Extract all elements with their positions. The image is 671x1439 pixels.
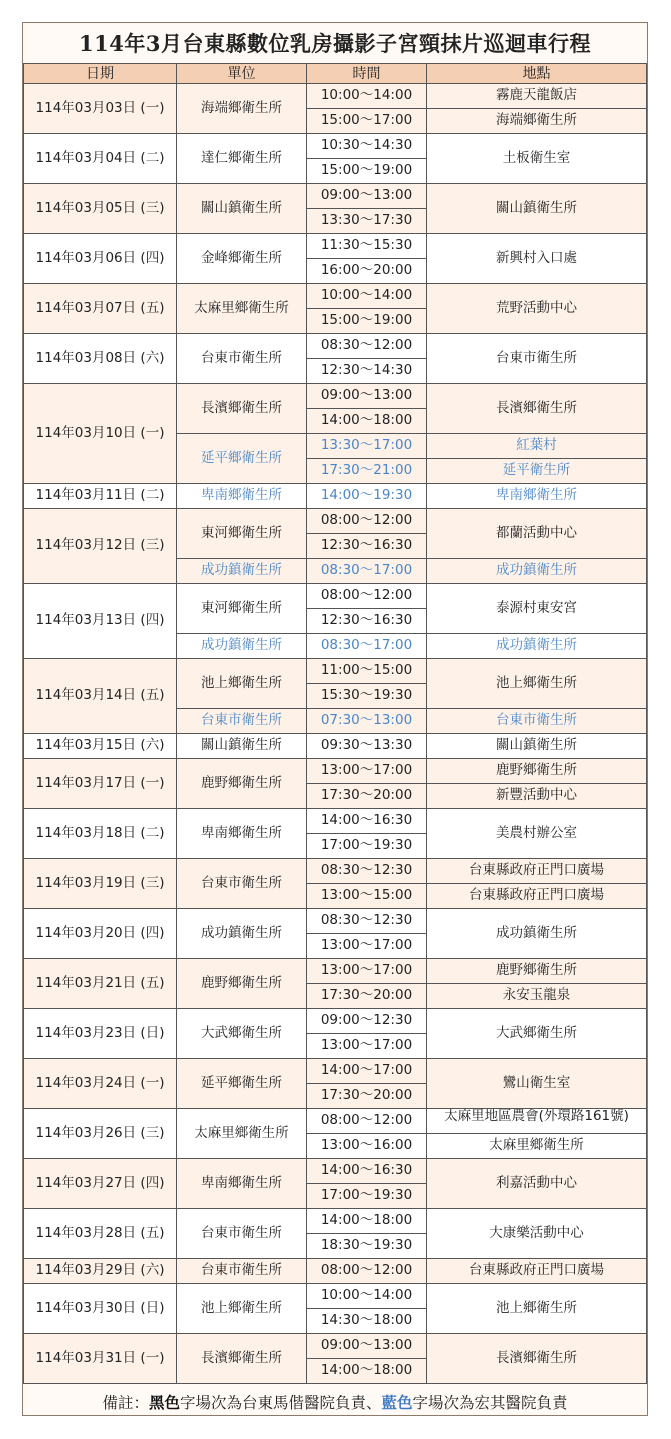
time-cell: 17:30～20:00: [307, 784, 427, 809]
unit-cell: 太麻里鄉衛生所: [177, 1109, 307, 1159]
date-cell: 114年03月28日 (五): [23, 1209, 177, 1259]
time-cell: 14:00～16:30: [307, 809, 427, 834]
unit-cell: 金峰鄉衛生所: [177, 234, 307, 284]
unit-cell: 鹿野鄉衛生所: [177, 959, 307, 1009]
column-header: 時間: [307, 63, 427, 84]
time-cell: 14:00～17:00: [307, 1059, 427, 1084]
place-cell: 台東市衛生所: [427, 709, 647, 734]
time-cell: 13:30～17:00: [307, 434, 427, 459]
time-cell: 11:30～15:30: [307, 234, 427, 259]
time-cell: 13:00～17:00: [307, 759, 427, 784]
time-cell: 09:00～13:00: [307, 1334, 427, 1359]
place-cell: 泰源村東安宮: [427, 584, 647, 634]
time-cell: 08:00～12:00: [307, 1259, 427, 1284]
time-cell: 08:30～17:00: [307, 559, 427, 584]
place-cell: 大康樂活動中心: [427, 1209, 647, 1259]
unit-cell: 卑南鄉衛生所: [177, 1159, 307, 1209]
time-cell: 10:00～14:00: [307, 1284, 427, 1309]
unit-cell: 達仁鄉衛生所: [177, 134, 307, 184]
time-cell: 09:30～13:30: [307, 734, 427, 759]
time-cell: 13:30～17:30: [307, 209, 427, 234]
date-cell: 114年03月24日 (一): [23, 1059, 177, 1109]
time-cell: 14:00～19:30: [307, 484, 427, 509]
date-cell: 114年03月08日 (六): [23, 334, 177, 384]
time-cell: 13:00～17:00: [307, 1034, 427, 1059]
date-cell: 114年03月06日 (四): [23, 234, 177, 284]
time-cell: 18:30～19:30: [307, 1234, 427, 1259]
place-cell: 荒野活動中心: [427, 284, 647, 334]
footer-mid: 字場次為台東馬偕醫院負責、: [179, 1393, 382, 1412]
place-cell: 鹿野鄉衛生所: [427, 959, 647, 984]
date-cell: 114年03月30日 (日): [23, 1284, 177, 1334]
date-cell: 114年03月14日 (五): [23, 659, 177, 734]
time-cell: 09:00～12:30: [307, 1009, 427, 1034]
time-cell: 17:00～19:30: [307, 834, 427, 859]
date-cell: 114年03月19日 (三): [23, 859, 177, 909]
date-cell: 114年03月18日 (二): [23, 809, 177, 859]
place-cell: 成功鎮衛生所: [427, 559, 647, 584]
unit-cell: 台東市衛生所: [177, 1209, 307, 1259]
time-cell: 14:00～16:30: [307, 1159, 427, 1184]
place-cell: 台東市衛生所: [427, 334, 647, 384]
page-title: 114年3月台東縣數位乳房攝影子宮頸抹片巡迴車行程: [79, 31, 591, 56]
unit-cell: 長濱鄉衛生所: [177, 1334, 307, 1384]
unit-cell: 台東市衛生所: [177, 1259, 307, 1284]
footer-suffix: 字場次為宏其醫院負責: [412, 1393, 568, 1412]
column-header: 單位: [177, 63, 307, 84]
place-cell: 永安玉龍泉: [427, 984, 647, 1009]
place-cell: 都蘭活動中心: [427, 509, 647, 559]
place-cell: 成功鎮衛生所: [427, 909, 647, 959]
time-cell: 10:00～14:00: [307, 284, 427, 309]
time-cell: 07:30～13:00: [307, 709, 427, 734]
unit-cell: 關山鎮衛生所: [177, 184, 307, 234]
unit-cell: 台東市衛生所: [177, 709, 307, 734]
time-cell: 08:00～12:00: [307, 584, 427, 609]
date-cell: 114年03月05日 (三): [23, 184, 177, 234]
place-cell: 大武鄉衛生所: [427, 1009, 647, 1059]
date-cell: 114年03月11日 (二): [23, 484, 177, 509]
column-header: 地點: [427, 63, 647, 84]
date-cell: 114年03月29日 (六): [23, 1259, 177, 1284]
time-cell: 08:00～12:00: [307, 1109, 427, 1134]
time-cell: 17:30～20:00: [307, 984, 427, 1009]
place-cell: 海端鄉衛生所: [427, 109, 647, 134]
place-cell: 關山鎮衛生所: [427, 184, 647, 234]
footer-note: [23, 1386, 647, 1417]
place-cell: 延平衛生所: [427, 459, 647, 484]
schedule-frame: [22, 22, 648, 1416]
time-cell: 13:00～16:00: [307, 1134, 427, 1159]
unit-cell: 東河鄉衛生所: [177, 584, 307, 634]
unit-cell: 成功鎮衛生所: [177, 909, 307, 959]
place-cell: 成功鎮衛生所: [427, 634, 647, 659]
time-cell: 13:00～17:00: [307, 959, 427, 984]
time-cell: 13:00～17:00: [307, 934, 427, 959]
unit-cell: 成功鎮衛生所: [177, 559, 307, 584]
date-cell: 114年03月10日 (一): [23, 384, 177, 484]
time-cell: 08:30～12:30: [307, 859, 427, 884]
unit-cell: 池上鄉衛生所: [177, 659, 307, 709]
time-cell: 14:00～18:00: [307, 1359, 427, 1384]
date-cell: 114年03月04日 (二): [23, 134, 177, 184]
time-cell: 12:30～16:30: [307, 609, 427, 634]
unit-cell: 池上鄉衛生所: [177, 1284, 307, 1334]
place-cell: 鸞山衛生室: [427, 1059, 647, 1109]
time-cell: 10:00～14:00: [307, 84, 427, 109]
time-cell: 17:30～20:00: [307, 1084, 427, 1109]
date-cell: 114年03月17日 (一): [23, 759, 177, 809]
time-cell: 09:00～13:00: [307, 184, 427, 209]
time-cell: 08:30～12:00: [307, 334, 427, 359]
place-cell: 土板衛生室: [427, 134, 647, 184]
unit-cell: 台東市衛生所: [177, 334, 307, 384]
time-cell: 15:00～17:00: [307, 109, 427, 134]
date-cell: 114年03月12日 (三): [23, 509, 177, 584]
place-cell: 台東縣政府正門口廣場: [427, 1259, 647, 1284]
date-cell: 114年03月15日 (六): [23, 734, 177, 759]
place-cell: 太麻里地區農會(外環路161號): [427, 1109, 647, 1134]
date-cell: 114年03月26日 (三): [23, 1109, 177, 1159]
place-cell: 紅葉村: [427, 434, 647, 459]
time-cell: 14:00～18:00: [307, 1209, 427, 1234]
unit-cell: 東河鄉衛生所: [177, 509, 307, 559]
time-cell: 13:00～15:00: [307, 884, 427, 909]
place-cell: 關山鎮衛生所: [427, 734, 647, 759]
time-cell: 16:00～20:00: [307, 259, 427, 284]
place-cell: 台東縣政府正門口廣場: [427, 859, 647, 884]
time-cell: 17:00～19:30: [307, 1184, 427, 1209]
place-cell: 霧鹿天龍飯店: [427, 84, 647, 109]
date-cell: 114年03月21日 (五): [23, 959, 177, 1009]
unit-cell: 海端鄉衛生所: [177, 84, 307, 134]
column-header: 日期: [23, 63, 177, 84]
time-cell: 15:00～19:00: [307, 159, 427, 184]
unit-cell: 卑南鄉衛生所: [177, 809, 307, 859]
time-cell: 08:30～12:30: [307, 909, 427, 934]
schedule-table: [23, 63, 647, 1386]
date-cell: 114年03月23日 (日): [23, 1009, 177, 1059]
time-cell: 09:00～13:00: [307, 384, 427, 409]
unit-cell: 關山鎮衛生所: [177, 734, 307, 759]
date-cell: 114年03月03日 (一): [23, 84, 177, 134]
date-cell: 114年03月27日 (四): [23, 1159, 177, 1209]
place-cell: 新興村入口處: [427, 234, 647, 284]
footer-prefix: 備註：: [102, 1393, 149, 1412]
time-cell: 12:30～16:30: [307, 534, 427, 559]
time-cell: 10:30～14:30: [307, 134, 427, 159]
footer-blue-word: 藍色: [381, 1393, 413, 1412]
time-cell: 17:30～21:00: [307, 459, 427, 484]
place-cell: 長濱鄉衛生所: [427, 384, 647, 434]
place-cell: 池上鄉衛生所: [427, 1284, 647, 1334]
place-cell: 美農村辦公室: [427, 809, 647, 859]
place-cell: 台東縣政府正門口廣場: [427, 884, 647, 909]
unit-cell: 大武鄉衛生所: [177, 1009, 307, 1059]
place-cell: 長濱鄉衛生所: [427, 1334, 647, 1384]
time-cell: 14:00～18:00: [307, 409, 427, 434]
place-cell: 池上鄉衛生所: [427, 659, 647, 709]
unit-cell: 長濱鄉衛生所: [177, 384, 307, 434]
place-cell: 新豐活動中心: [427, 784, 647, 809]
time-cell: 12:30～14:30: [307, 359, 427, 384]
place-cell: 鹿野鄉衛生所: [427, 759, 647, 784]
unit-cell: 太麻里鄉衛生所: [177, 284, 307, 334]
date-cell: 114年03月07日 (五): [23, 284, 177, 334]
unit-cell: 鹿野鄉衛生所: [177, 759, 307, 809]
unit-cell: 卑南鄉衛生所: [177, 484, 307, 509]
date-cell: 114年03月13日 (四): [23, 584, 177, 659]
time-cell: 14:30～18:00: [307, 1309, 427, 1334]
time-cell: 08:30～17:00: [307, 634, 427, 659]
footer-black-word: 黑色: [148, 1393, 180, 1412]
unit-cell: 延平鄉衛生所: [177, 1059, 307, 1109]
unit-cell: 延平鄉衛生所: [177, 434, 307, 484]
place-cell: 太麻里鄉衛生所: [427, 1134, 647, 1159]
unit-cell: 台東市衛生所: [177, 859, 307, 909]
place-cell: 卑南鄉衛生所: [427, 484, 647, 509]
time-cell: 15:30～19:30: [307, 684, 427, 709]
date-cell: 114年03月20日 (四): [23, 909, 177, 959]
place-cell: 利嘉活動中心: [427, 1159, 647, 1209]
time-cell: 11:00～15:00: [307, 659, 427, 684]
unit-cell: 成功鎮衛生所: [177, 634, 307, 659]
date-cell: 114年03月31日 (一): [23, 1334, 177, 1384]
time-cell: 08:00～12:00: [307, 509, 427, 534]
time-cell: 15:00～19:00: [307, 309, 427, 334]
